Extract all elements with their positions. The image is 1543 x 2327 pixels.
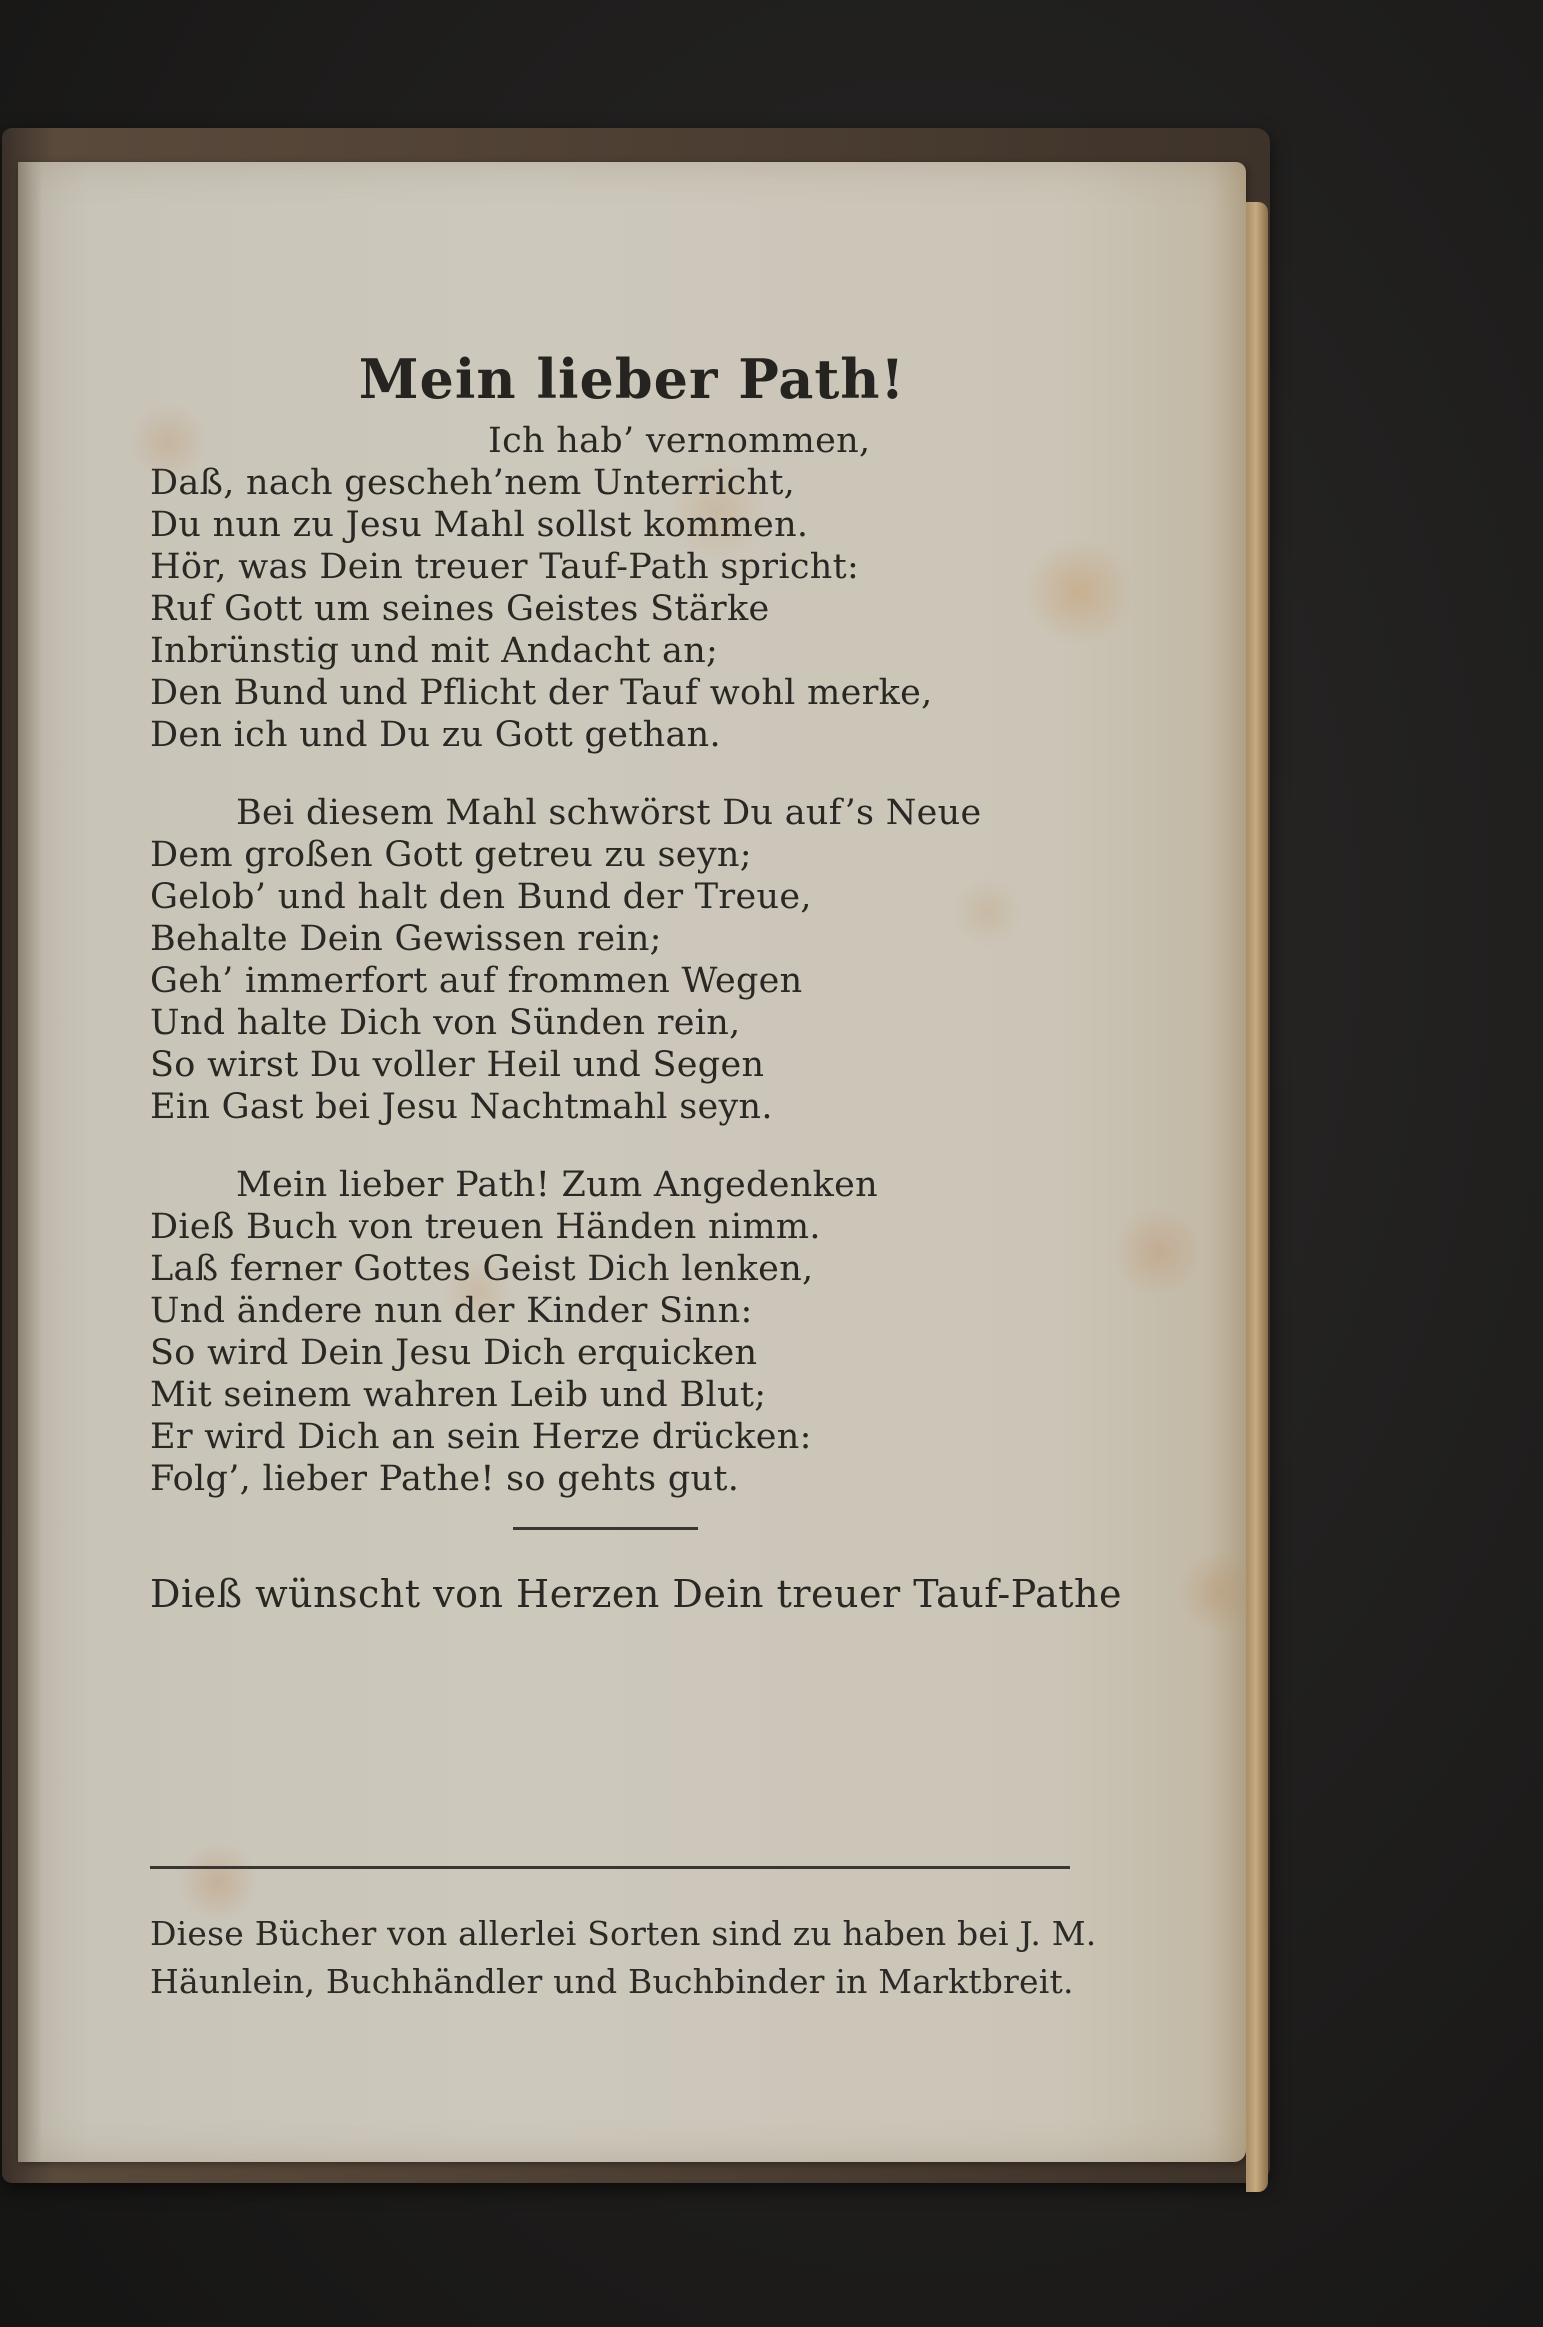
stanza-3-line-1: Mein lieber Path! Zum Angedenken [236, 1165, 878, 1205]
stanza-2-line-2: Dem großen Gott getreu zu seyn; [150, 835, 752, 875]
stanza-1-line-6: Inbrünstig und mit Andacht an; [150, 631, 719, 671]
stanza-3-line-3: Laß ferner Gottes Geist Dich lenken, [150, 1249, 814, 1289]
imprint-line-2: Häunlein, Buchhändler und Buchbinder in Marktbreit. [150, 1962, 1074, 2001]
footer-divider [150, 1866, 1070, 1869]
stanza-2-line-6: Und halte Dich von Sünden rein, [150, 1003, 741, 1043]
stanza-3-line-6: Mit seinem wahren Leib und Blut; [150, 1375, 767, 1415]
stanza-2-line-3: Gelob’ und halt den Bund der Treue, [150, 877, 812, 917]
stanza-3-line-4: Und ändere nun der Kinder Sinn: [150, 1291, 753, 1331]
stanza-1-line-4: Hör, was Dein treuer Tauf-Path spricht: [150, 547, 860, 587]
stanza-1-line-3: Du nun zu Jesu Mahl sollst kommen. [150, 505, 809, 545]
stanza-1-line-8: Den ich und Du zu Gott gethan. [150, 715, 721, 755]
stanza-2-line-8: Ein Gast bei Jesu Nachtmahl seyn. [150, 1087, 773, 1127]
stanza-2-line-4: Behalte Dein Gewissen rein; [150, 919, 662, 959]
stanza-1-line-5: Ruf Gott um seines Geistes Stärke [150, 589, 770, 629]
imprint-line-1: Diese Bücher von allerlei Sorten sind zu haben bei J. M. [150, 1914, 1097, 1953]
stanza-2-line-5: Geh’ immerfort auf frommen Wegen [150, 961, 803, 1001]
page-edge [1246, 202, 1268, 2192]
stanza-3-line-5: So wird Dein Jesu Dich erquicken [150, 1333, 758, 1373]
stanza-3-line-7: Er wird Dich an sein Herze drücken: [150, 1417, 812, 1457]
stanza-1-line-2: Daß, nach gescheh’nem Unterricht, [150, 463, 796, 503]
stanza-1-line-7: Den Bund und Pflicht der Tauf wohl merke, [150, 673, 933, 713]
page-title: Mein lieber Path! [358, 347, 906, 411]
closing-dedication: Dieß wünscht von Herzen Dein treuer Tauf-Pathe [150, 1572, 1123, 1616]
stanza-3-line-2: Dieß Buch von treuen Händen nimm. [150, 1207, 821, 1247]
stanza-1-line-1: Ich hab’ vernommen, [488, 421, 871, 461]
book-page [18, 162, 1246, 2162]
stanza-3-line-8: Folg’, lieber Pathe! so gehts gut. [150, 1459, 740, 1499]
stanza-2-line-1: Bei diesem Mahl schwörst Du auf’s Neue [236, 793, 982, 833]
page-gutter [18, 162, 42, 2162]
short-divider [513, 1527, 698, 1530]
stanza-2-line-7: So wirst Du voller Heil und Segen [150, 1045, 765, 1085]
